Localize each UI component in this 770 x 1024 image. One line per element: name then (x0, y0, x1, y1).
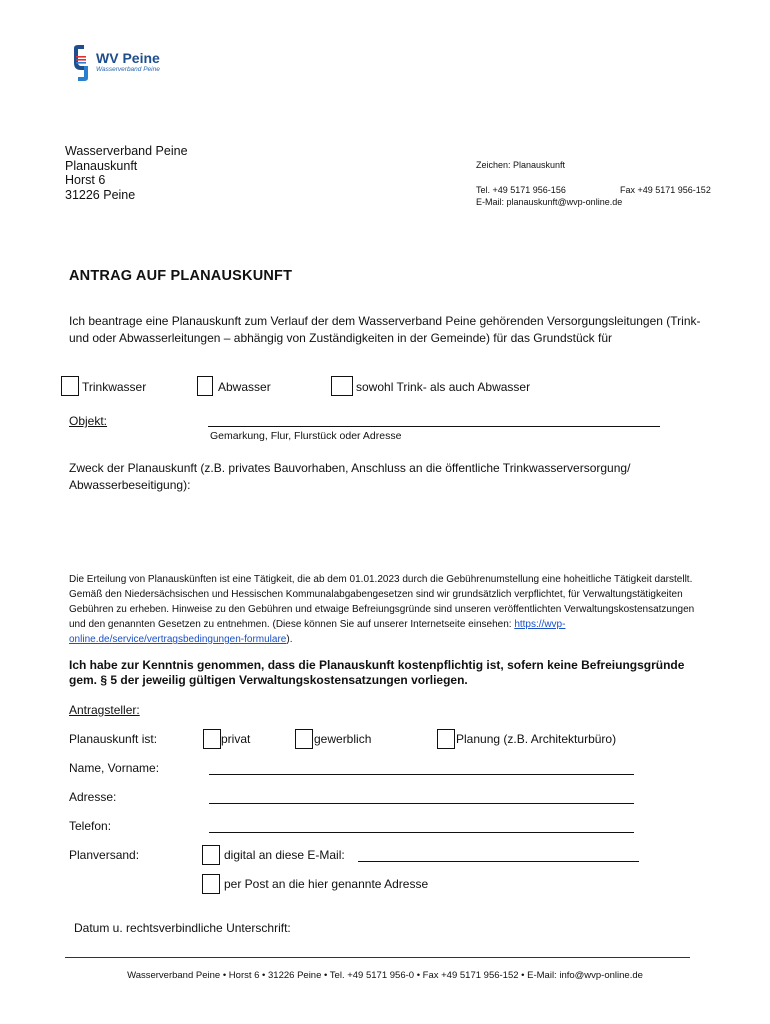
address-line: Horst 6 (65, 173, 106, 187)
objekt-input-line[interactable] (208, 426, 660, 427)
objekt-label: Objekt: (69, 414, 108, 428)
fee-notice: Ich habe zur Kenntnis genommen, dass die Planauskunft kostenpflichtig ist, sofern keine Befreiungsgründe gem. § 5 der jeweilig gültigen Verwaltungskostensatzungen vorliegen. (69, 658, 685, 687)
checkbox-abwasser[interactable] (197, 376, 213, 396)
telefon-label: Telefon: (69, 819, 112, 833)
zweck-label: Zweck der Planauskunft (z.B. privates Bauvorhaben, Anschluss an die öffentliche Trinkwasserversorgung/ Abwasserbeseitigung): (69, 461, 631, 492)
signature-line[interactable] (65, 957, 690, 958)
telefon-input-line[interactable] (209, 832, 634, 833)
planauskunft-label: Planauskunft ist: (69, 732, 158, 746)
antragsteller-heading: Antragsteller: (69, 703, 140, 717)
checkbox-trinkwasser[interactable] (61, 376, 79, 396)
terms-link[interactable]: https://wvp-online.de/service/vertragsbedingungen-formulare (69, 619, 566, 645)
logo-subtitle: Wasserverband Peine (96, 66, 160, 73)
objekt-hint: Gemarkung, Flur, Flurstück oder Adresse (210, 430, 402, 442)
address-line: 31226 Peine (65, 187, 136, 202)
signature-label: Datum u. rechtsverbindliche Unterschrift: (74, 921, 291, 935)
page-title: ANTRAG AUF PLANAUSKUNFT (69, 268, 293, 284)
footer: Wasserverband Peine • Horst 6 • 31226 Peine • Tel. +49 5171 956-0 • Fax +49 5171 956-152 • E-Mail: info@wvp-online.de (127, 970, 643, 981)
fee-info-body: Die Erteilung von Planauskünften ist eine Tätigkeit, die ab dem 01.01.2023 durch die Gebührenumstellung eine hoheitliche Tätigkeit darstellt. Gemäß den Niedersächsischen und Hessischen Kommunalabgabengesetzen sind wir grundsätzlich verpflichtet, für Verwaltungstätigkeiten Gebühren zu erheben. Hinweise zu den Gebühren und etwaige Befreiungsgründe sind unseren veröffentlichten Verwaltungskostensatzungen und den genannten Gesetzen zu entnehmen. (Diese können Sie auf unserer Internetseite einsehen: (69, 574, 695, 630)
label-planung: Planung (z.B. Architekturbüro) (456, 732, 617, 746)
address-line: Planauskunft (65, 158, 138, 173)
contact-phone: Tel. +49 5171 956-156 (476, 185, 566, 195)
adresse-label: Adresse: (69, 790, 117, 804)
label-gewerblich: gewerblich (314, 732, 372, 746)
address-line: Wasserverband Peine (65, 144, 188, 158)
checkbox-post[interactable] (202, 874, 220, 894)
intro-text: Ich beantrage eine Planauskunft zum Verlauf der dem Wasserverband Peine gehörenden Versorgungsleitungen (Trink- und oder Abwasserleitungen – abhängig von Zuständigkeiten in der Gemeinde) für das Grundstück für (69, 314, 701, 345)
checkbox-planung[interactable] (437, 729, 455, 749)
logo (70, 44, 170, 84)
name-input-line[interactable] (209, 774, 634, 775)
logo-name: WV Peine (96, 50, 160, 66)
checkbox-gewerblich[interactable] (295, 729, 313, 749)
label-privat: privat (221, 732, 251, 746)
checkbox-beides[interactable] (331, 376, 353, 396)
fee-info-text (69, 572, 699, 647)
planversand-label: Planversand: (69, 848, 140, 862)
label-trinkwasser: Trinkwasser (82, 380, 147, 394)
checkbox-privat[interactable] (203, 729, 221, 749)
adresse-input-line[interactable] (209, 803, 634, 804)
checkbox-digital[interactable] (202, 845, 220, 865)
contact-email: E-Mail: planauskunft@wvp-online.de (476, 197, 623, 207)
label-abwasser: Abwasser (218, 380, 271, 394)
reference-code: Zeichen: Planauskunft (476, 160, 566, 170)
fee-info-close: ). (286, 634, 293, 645)
recipient-address (65, 144, 188, 202)
name-label: Name, Vorname: (69, 761, 160, 775)
label-post: per Post an die hier genannte Adresse (224, 877, 429, 891)
water-drop-logo-icon (70, 44, 92, 82)
label-digital: digital an diese E-Mail: (224, 848, 345, 862)
email-input-line[interactable] (358, 861, 639, 862)
contact-fax: Fax +49 5171 956-152 (620, 185, 711, 195)
label-beides: sowohl Trink- als auch Abwasser (356, 380, 531, 394)
